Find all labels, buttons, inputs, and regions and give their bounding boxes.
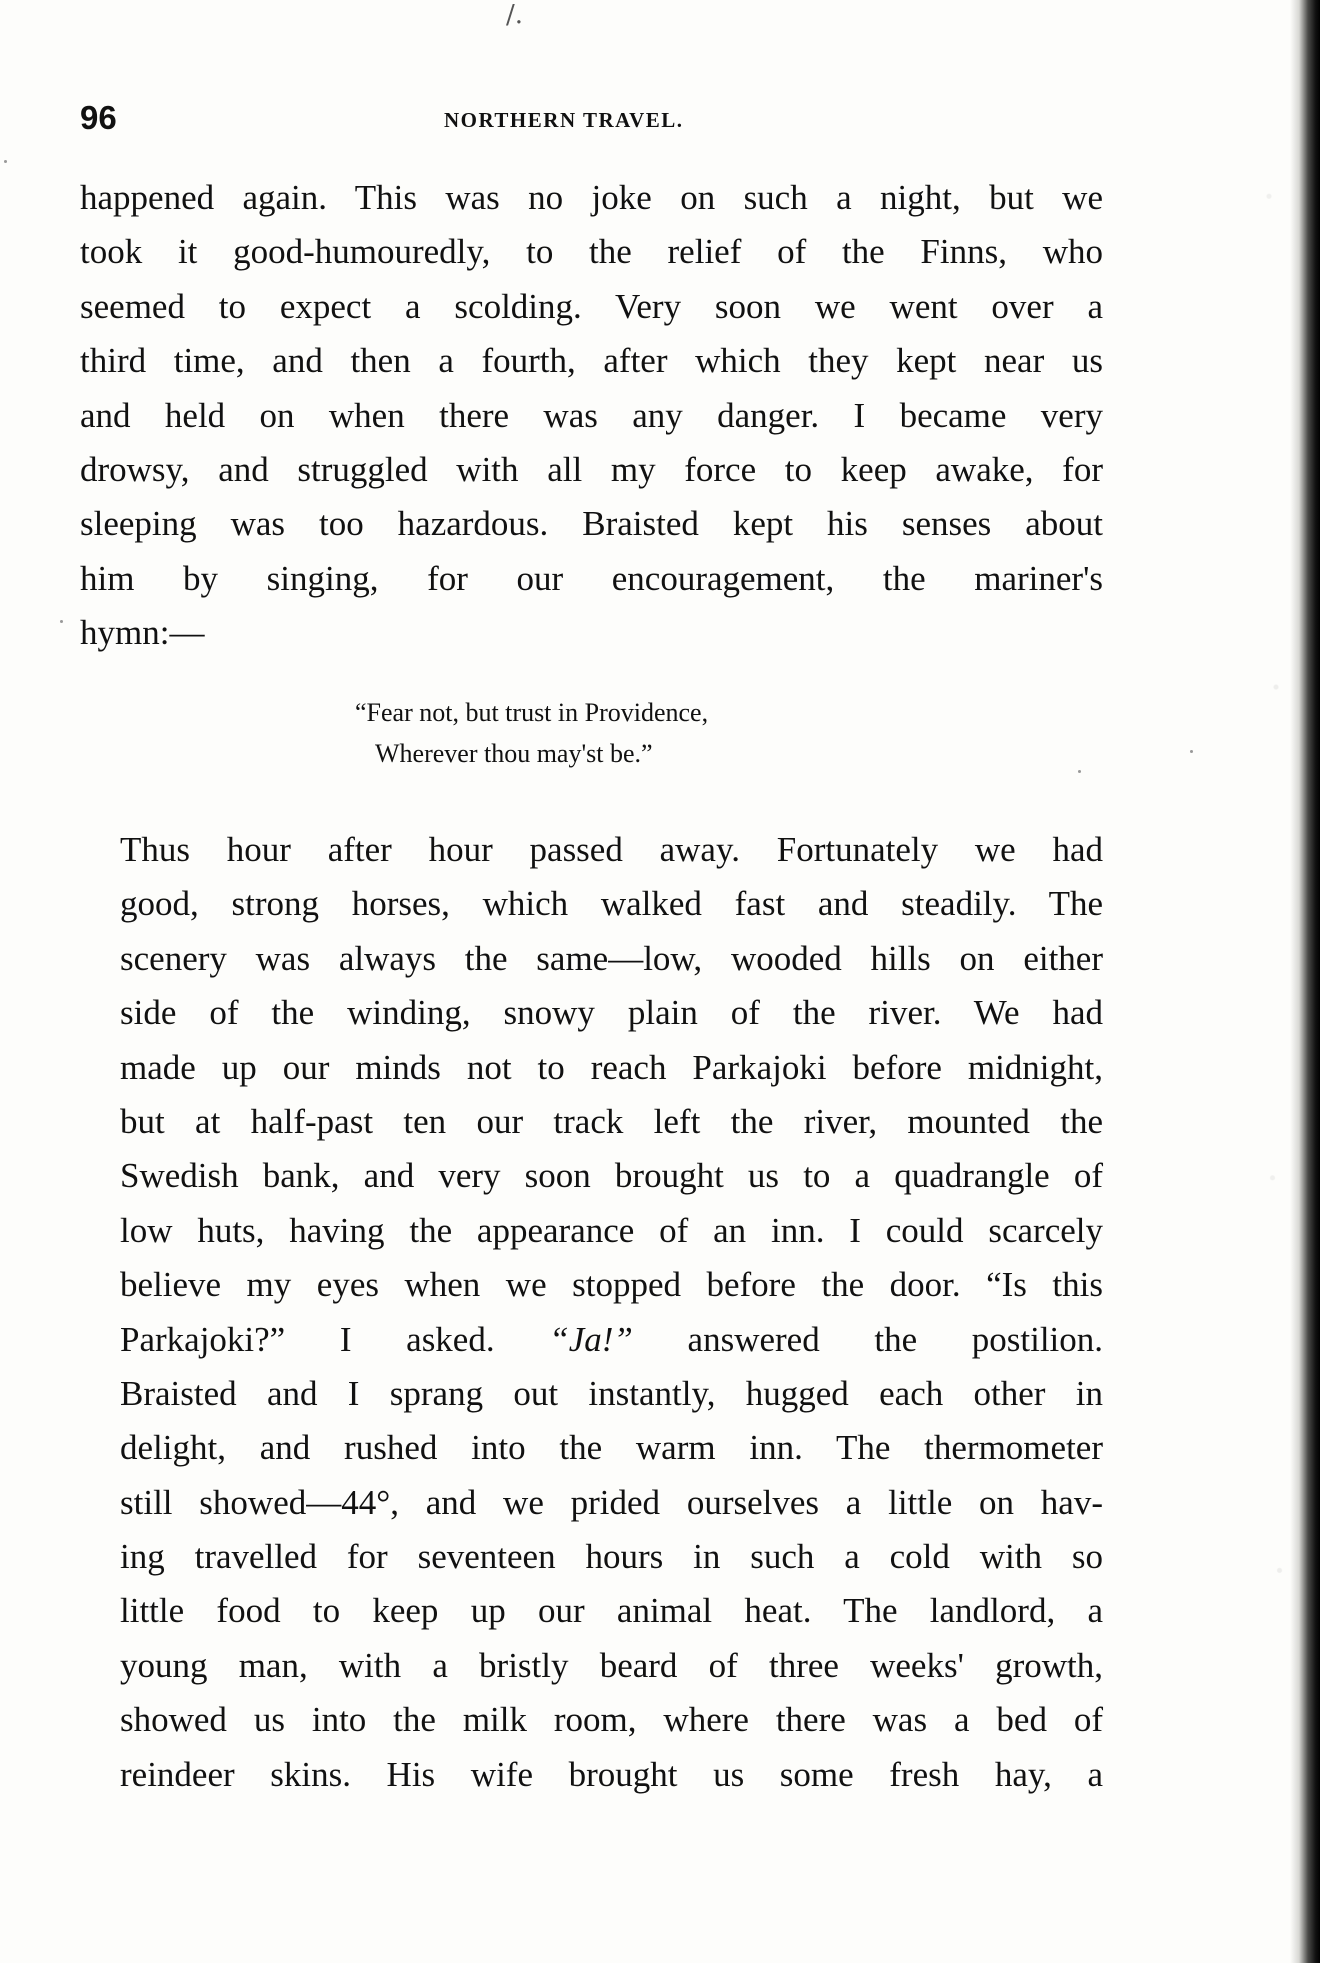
text-line: showed us into the milk room, where there was a bed of xyxy=(120,1700,1103,1740)
text-line: made up our minds not to reach Parkajoki before midnight, xyxy=(120,1047,1103,1087)
text-line: took it good-humouredly, to the relief of the Finns, who xyxy=(80,232,1103,272)
text-line: delight, and rushed into the warm inn. The thermometer xyxy=(120,1428,1103,1468)
text-line: believe my eyes when we stopped before the door. “Is this xyxy=(120,1265,1103,1305)
text-line: drowsy, and struggled with all my force to keep awake, for xyxy=(80,449,1103,489)
text-line: reindeer skins. His wife brought us some fresh hay, a xyxy=(120,1754,1103,1794)
text-line: side of the winding, snowy plain of the river. We had xyxy=(120,993,1103,1033)
paragraph-1 xyxy=(80,171,1103,661)
verse-line: Wherever thou may'st be.” xyxy=(375,739,653,768)
paper-speck xyxy=(1078,770,1081,773)
text-line: but at half-past ten our track left the river, mounted the xyxy=(120,1101,1103,1141)
text-line: young man, with a bristly beard of three weeks' growth, xyxy=(120,1645,1103,1685)
text-line: seemed to expect a scolding. Very soon we went over a xyxy=(80,286,1103,326)
page-header xyxy=(80,96,1100,140)
text-line: and held on when there was any danger. I became very xyxy=(80,395,1103,435)
text-line: Thus hour after hour passed away. Fortunately we had xyxy=(120,830,1103,869)
text-line: hymn:— xyxy=(80,613,205,653)
verse-quote xyxy=(355,692,708,774)
text-line: ing travelled for seventeen hours in such a cold with so xyxy=(120,1537,1103,1577)
italic-word: “Ja!” xyxy=(549,1319,633,1359)
text-line: sleeping was too hazardous. Braisted kept his senses about xyxy=(80,504,1103,544)
page-number: 96 xyxy=(80,99,117,136)
verse-line: “Fear not, but trust in Providence, xyxy=(355,698,709,727)
text-line: him by singing, for our encouragement, the mariner's xyxy=(80,558,1103,598)
paragraph-2 xyxy=(80,823,1103,1802)
text-line: third time, and then a fourth, after which they kept near us xyxy=(80,341,1103,381)
binding-shadow xyxy=(1220,0,1290,1963)
running-head: NORTHERN TRAVEL. xyxy=(444,108,684,132)
top-pencil-mark: /. xyxy=(506,0,524,30)
paper-speck xyxy=(60,620,63,623)
text-line: Swedish bank, and very soon brought us to a quadrangle of xyxy=(120,1156,1103,1196)
paper-speck xyxy=(4,160,7,163)
text-line: happened again. This was no joke on such a night, but we xyxy=(80,178,1103,217)
text-line-with-italic xyxy=(80,1313,1103,1367)
text-line: scenery was always the same—low, wooded hills on either xyxy=(120,938,1103,978)
binding-edge xyxy=(1290,0,1320,1963)
text-line: low huts, having the appearance of an inn. I could scarcely xyxy=(120,1210,1103,1250)
text-line: little food to keep up our animal heat. The landlord, a xyxy=(120,1591,1103,1631)
text-fragment: answered the postilion. xyxy=(687,1319,1104,1359)
text-line: Braisted and I sprang out instantly, hugged each other in xyxy=(120,1373,1103,1413)
text-line: good, strong horses, which walked fast and steadily. The xyxy=(120,884,1103,924)
text-fragment: Parkajoki?” I asked. xyxy=(120,1319,495,1359)
text-line: still showed—44°, and we prided ourselves a little on hav- xyxy=(120,1482,1103,1522)
paper-speck xyxy=(1190,750,1193,753)
